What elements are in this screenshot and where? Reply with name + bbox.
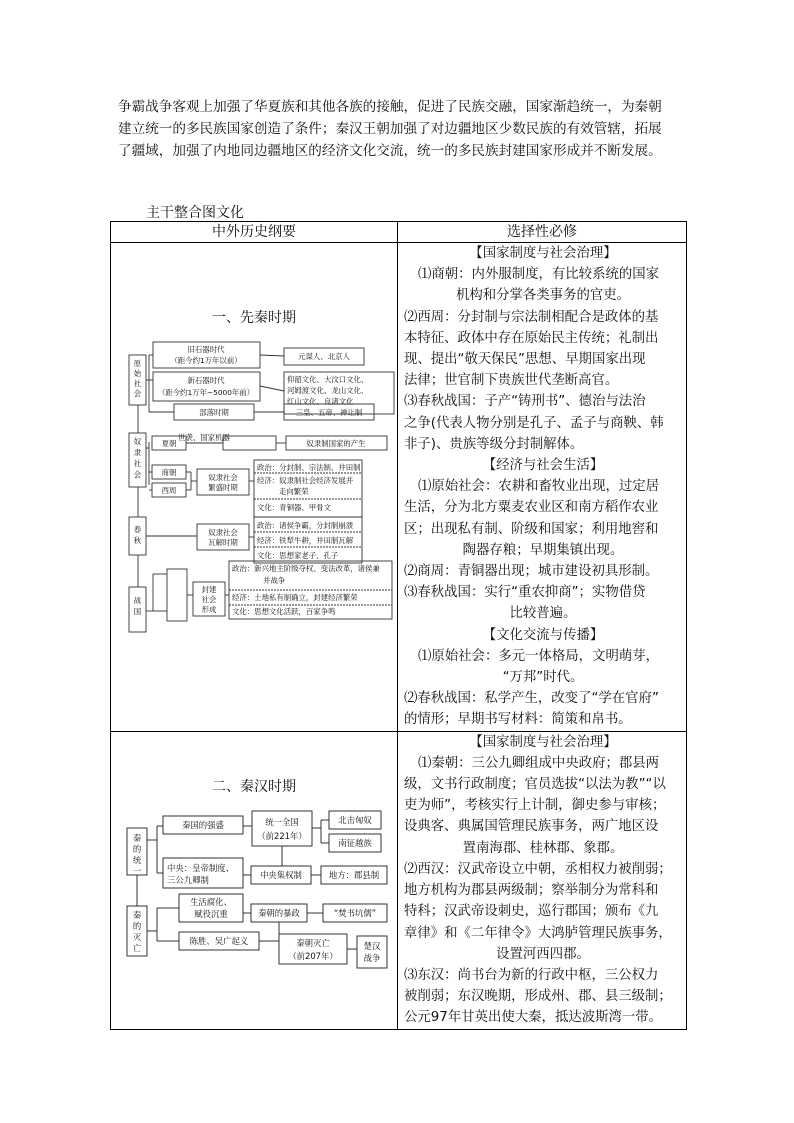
shangzhou-economy: 经济：奴隶制社会经济发展并 bbox=[257, 476, 354, 485]
intro-line: 争霸战争客观上加强了华夏族和其他各族的接触，促进了民族交融，国家渐趋统一，为秦朝 bbox=[118, 99, 662, 115]
content-line: 地方机构为郡县两级制；察举制分为常科和 bbox=[404, 883, 659, 899]
chensheng-revolt: 陈胜、吴广起义 bbox=[189, 935, 249, 946]
content-line: 吏为师”，考核实行上计制，御史参与审核； bbox=[404, 798, 666, 814]
intro-line: 建立统一的多民族国家创造了条件；秦汉王朝加强了对边疆地区少数民族的有效管辖，拓展 bbox=[118, 121, 662, 137]
content-line: 非子)、贵族等级分封制解体。 bbox=[404, 436, 584, 452]
unify-year: （前221年） bbox=[257, 830, 307, 841]
category-heading: 【文化交流与传播】 bbox=[482, 627, 604, 643]
content-line: 本特征、政体中存在原始民主传统；礼制出 bbox=[404, 330, 659, 346]
left-cell-qinhan bbox=[111, 731, 398, 1029]
feudal-formation: 封建社会形成 bbox=[201, 585, 217, 614]
content-line: 公元97年甘英出使大秦，抵达波斯湾一带。 bbox=[404, 1010, 663, 1026]
content-line: 级，文书行政制度；官员选拔“以法为教”“以 bbox=[404, 777, 666, 793]
content-line: 陶器存粮；早期集镇出现。 bbox=[462, 542, 624, 558]
content-line: ⑵西汉：汉武帝设立中朝，丞相权力被削弱； bbox=[404, 861, 672, 877]
qin-fall-label: 秦的灭亡 bbox=[132, 909, 142, 953]
corruption: 生活腐化、 bbox=[190, 896, 232, 907]
period-title: 二、秦汉时期 bbox=[212, 778, 296, 795]
shangzhou-politics: 政治：分封制、宗法制、井田制 bbox=[257, 463, 361, 472]
left-cell-preqin bbox=[111, 243, 398, 732]
content-line: ⑶春秋战国：子产“铸刑书”、德治与法治 bbox=[404, 394, 646, 410]
zg-politics: 政治：新兴地主阶级夺权、变法改革，诸侯兼 bbox=[232, 564, 380, 573]
neolithic-culture: 红山文化、良渚文化 bbox=[287, 397, 354, 406]
cq-economy: 经济：铁犁牛耕，井田制瓦解 bbox=[257, 536, 354, 545]
xia-dynasty: 夏朝 bbox=[161, 439, 177, 448]
content-line: ⑵商周：青铜器出现；城市建设初具形制。 bbox=[404, 564, 659, 580]
content-line: ⑶春秋战国：实行“重农抑商”；实物借贷 bbox=[404, 585, 646, 601]
content-line: 章律》和《二年律令》大鸿胪管理民族事务， bbox=[404, 925, 672, 941]
category-heading: 【经济与社会生活】 bbox=[482, 458, 604, 474]
paleolithic-time: （距今约1万年以前） bbox=[170, 356, 242, 365]
neolithic: 新石器时代 bbox=[187, 376, 225, 385]
content-line: 区；出现私有制、阶级和国家；利用地窖和 bbox=[404, 521, 659, 537]
slave-peak: 繁盛时期 bbox=[208, 483, 238, 492]
north-xiongnu: 北击匈奴 bbox=[338, 814, 372, 825]
content-line: 的情形；早期书写材料：简策和帛书。 bbox=[404, 712, 632, 728]
paleolithic-result: 元谋人、北京人 bbox=[298, 352, 350, 361]
central-system: 三公九卿制 bbox=[167, 874, 209, 885]
local-system: 地方：郡县制 bbox=[328, 869, 380, 880]
xia-result: 奴隶制国家的产生 bbox=[306, 439, 366, 448]
preqin-diagram bbox=[111, 339, 398, 709]
table-row bbox=[111, 731, 687, 1029]
paleolithic: 旧石器时代 bbox=[187, 345, 225, 354]
content-line: 置南海郡、桂林郡、象郡。 bbox=[462, 840, 624, 856]
content-line: 特科；汉武帝设刺史，巡行郡国；颁布《九 bbox=[404, 904, 659, 920]
content-line: ⑶东汉：尚书台为新的行政中枢，三公权力 bbox=[404, 967, 659, 983]
content-line: ⑵春秋战国：私学产生，改变了“学在官府” bbox=[404, 691, 659, 707]
qin-strong: 秦国的强盛 bbox=[182, 819, 224, 830]
xia-mid: 世袭、国家机器 bbox=[178, 433, 230, 442]
unify-all: 统一全国 bbox=[265, 816, 299, 827]
tribal-period: 部落时期 bbox=[199, 408, 229, 417]
content-line: 法律；世官制下贵族世代垄断高官。 bbox=[404, 373, 619, 389]
content-line: 设置河西四郡。 bbox=[496, 946, 590, 962]
centralization: 中央集权制 bbox=[260, 869, 302, 880]
western-zhou: 西周 bbox=[161, 486, 177, 495]
chu-han-war: 楚汉战争 bbox=[363, 940, 381, 963]
content-line: 之争(代表人物分别是孔子、孟子与商鞅、韩 bbox=[404, 415, 664, 431]
stage-slavery: 奴隶社会 bbox=[133, 437, 142, 479]
qin-perish: 秦朝灭亡 bbox=[296, 937, 330, 948]
intro-line: 了疆域，加强了内地同边疆地区的经济文化交流，统一的多民族封建国家形成并不断发展。 bbox=[118, 143, 662, 159]
neolithic-time: （距今约1万年~5000年前） bbox=[157, 388, 255, 397]
category-heading: 【国家制度与社会治理】 bbox=[469, 246, 617, 261]
content-line: “万邦”时代。 bbox=[502, 670, 584, 686]
intro-paragraph bbox=[118, 96, 688, 162]
south-yue: 南征越族 bbox=[338, 837, 372, 848]
slave-dissolve: 瓦解时期 bbox=[208, 538, 238, 547]
content-line: ⑵西周：分封制与宗法制相配合是政体的基 bbox=[404, 309, 659, 325]
content-line: ⑴秦朝：三公九卿组成中央政府；郡县两 bbox=[418, 755, 660, 771]
content-line: 现、提出“敬天保民”思想、早期国家出现 bbox=[404, 352, 646, 368]
neolithic-culture: 仰韶文化、大汶口文化、 bbox=[287, 375, 369, 384]
header-right: 选择性必修 bbox=[398, 222, 687, 243]
cq-politics: 政治：诸侯争霸，分封制崩溃 bbox=[257, 521, 354, 530]
table-row bbox=[111, 243, 687, 732]
corruption: 赋役沉重 bbox=[194, 908, 228, 919]
stage-warring: 战国 bbox=[133, 596, 142, 616]
burn-books: “焚书坑儒” bbox=[333, 907, 377, 918]
slave-peak: 奴隶社会 bbox=[208, 473, 238, 482]
right-cell-preqin bbox=[398, 243, 687, 732]
qinhan-diagram bbox=[111, 806, 398, 1006]
shangzhou-economy: 走向繁荣 bbox=[279, 487, 309, 496]
shang-dynasty: 商朝 bbox=[161, 468, 177, 477]
neolithic-culture: 河姆渡文化、龙山文化、 bbox=[287, 386, 369, 395]
zg-politics: 并战争 bbox=[263, 576, 286, 585]
right-cell-qinhan bbox=[398, 731, 687, 1029]
qin-perish-year: （前207年） bbox=[288, 950, 338, 961]
header-row bbox=[111, 222, 687, 243]
category-heading: 【国家制度与社会治理】 bbox=[469, 734, 617, 750]
cq-culture: 文化：思想家老子、孔子 bbox=[257, 551, 339, 560]
slave-dissolve: 奴隶社会 bbox=[208, 528, 238, 537]
qin-tyranny: 秦朝的暴政 bbox=[258, 907, 300, 918]
content-line: 机构和分掌各类事务的官吏。 bbox=[455, 288, 631, 304]
shangzhou-culture: 文化：青铜器、甲骨文 bbox=[257, 503, 331, 512]
tribal-result: 三皇、五帝、禅让制 bbox=[295, 408, 363, 417]
summary-table bbox=[110, 221, 687, 1030]
content-line: 比较普遍。 bbox=[509, 606, 577, 622]
content-line: ⑴原始社会：多元一体格局，文明萌芽， bbox=[418, 648, 660, 664]
content-line: 设典客、典属国管理民族事务，两广地区设 bbox=[404, 819, 659, 835]
content-line: ⑴原始社会：农耕和畜牧业出现，过定居 bbox=[418, 479, 660, 495]
period-title: 一、先秦时期 bbox=[212, 310, 296, 326]
content-line: 生活，分为北方粟麦农业区和南方稻作农业 bbox=[404, 500, 659, 516]
stage-springautumn: 春秋 bbox=[133, 525, 142, 545]
zg-economy: 经济：土地私有制确立，封建经济繁荣 bbox=[232, 593, 358, 602]
content-line: 被削弱；东汉晚期，形成州、郡、县三级制； bbox=[404, 989, 672, 1005]
zg-culture: 文化：思想文化活跃，百家争鸣 bbox=[232, 607, 336, 616]
stage-primitive: 原始社会 bbox=[133, 359, 142, 398]
content-line: ⑴商朝：内外服制度，有比较系统的国家 bbox=[418, 267, 660, 283]
section-title: 主干整合图文化 bbox=[146, 205, 244, 221]
header-left: 中外历史纲要 bbox=[111, 222, 398, 243]
qin-unification-label: 秦的统一 bbox=[132, 832, 142, 876]
central-system: 中央：皇帝制度、 bbox=[167, 862, 234, 873]
